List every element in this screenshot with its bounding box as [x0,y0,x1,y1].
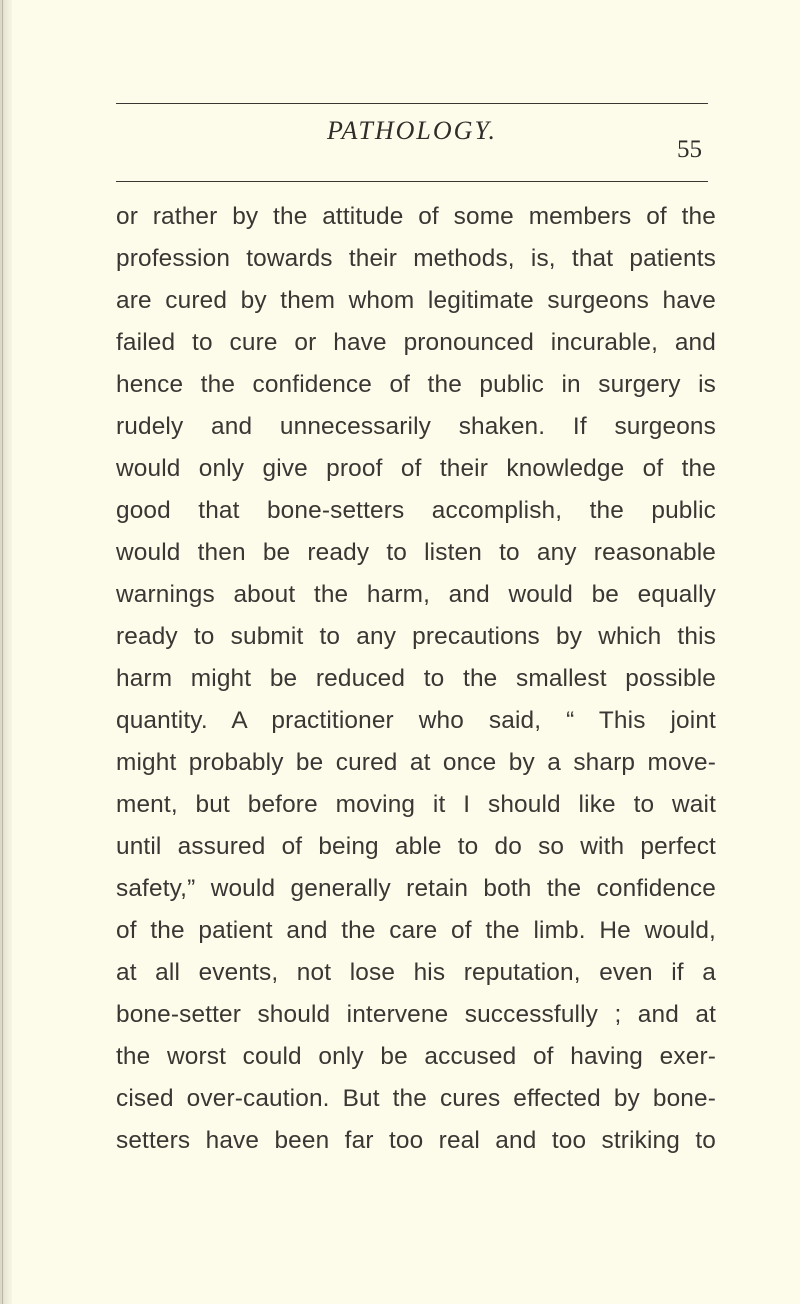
text-line: are cured by them whom legitimate surgeons have [116,287,716,314]
running-head [116,116,708,163]
text-line: harm might be reduced to the smallest possible [116,665,716,692]
text-line: ready to submit to any precautions by which this [116,623,716,650]
text-line: failed to cure or have pronounced incurable, and [116,329,716,356]
text-line: of the patient and the care of the limb. He would, [116,917,716,944]
text-line: safety,” would generally retain both the confidence [116,875,716,902]
body-paragraph [116,196,716,1162]
text-line: would only give proof of their knowledge of the [116,455,716,482]
text-line: cised over-caution. But the cures effected by bone- [116,1085,716,1112]
text-line: would then be ready to listen to any reasonable [116,539,716,566]
text-line: quantity. A practitioner who said, “ This joint [116,707,716,734]
text-line: until assured of being able to do so with perfect [116,833,716,860]
header-rule-top [116,103,708,104]
text-line: setters have been far too real and too striking to [116,1127,716,1154]
page-edge-shadow [0,0,12,1304]
text-line: might probably be cured at once by a sharp move- [116,749,716,776]
text-line: at all events, not lose his reputation, even if a [116,959,716,986]
page-title: PATHOLOGY. [326,116,498,145]
text-line: ment, but before moving it I should like to wait [116,791,716,818]
text-line: or rather by the attitude of some members of the [116,203,716,230]
text-line: bone-setter should intervene successfully ; and at [116,1001,716,1028]
text-line: the worst could only be accused of having exer- [116,1043,716,1070]
text-line: rudely and unnecessarily shaken. If surgeons [116,413,716,440]
text-line: profession towards their methods, is, that patients [116,245,716,272]
text-line: good that bone-setters accomplish, the public [116,497,716,524]
text-line: warnings about the harm, and would be equally [116,581,716,608]
text-line: hence the confidence of the public in surgery is [116,371,716,398]
page-number: 55 [677,136,702,163]
header-rule-bottom [116,181,708,182]
